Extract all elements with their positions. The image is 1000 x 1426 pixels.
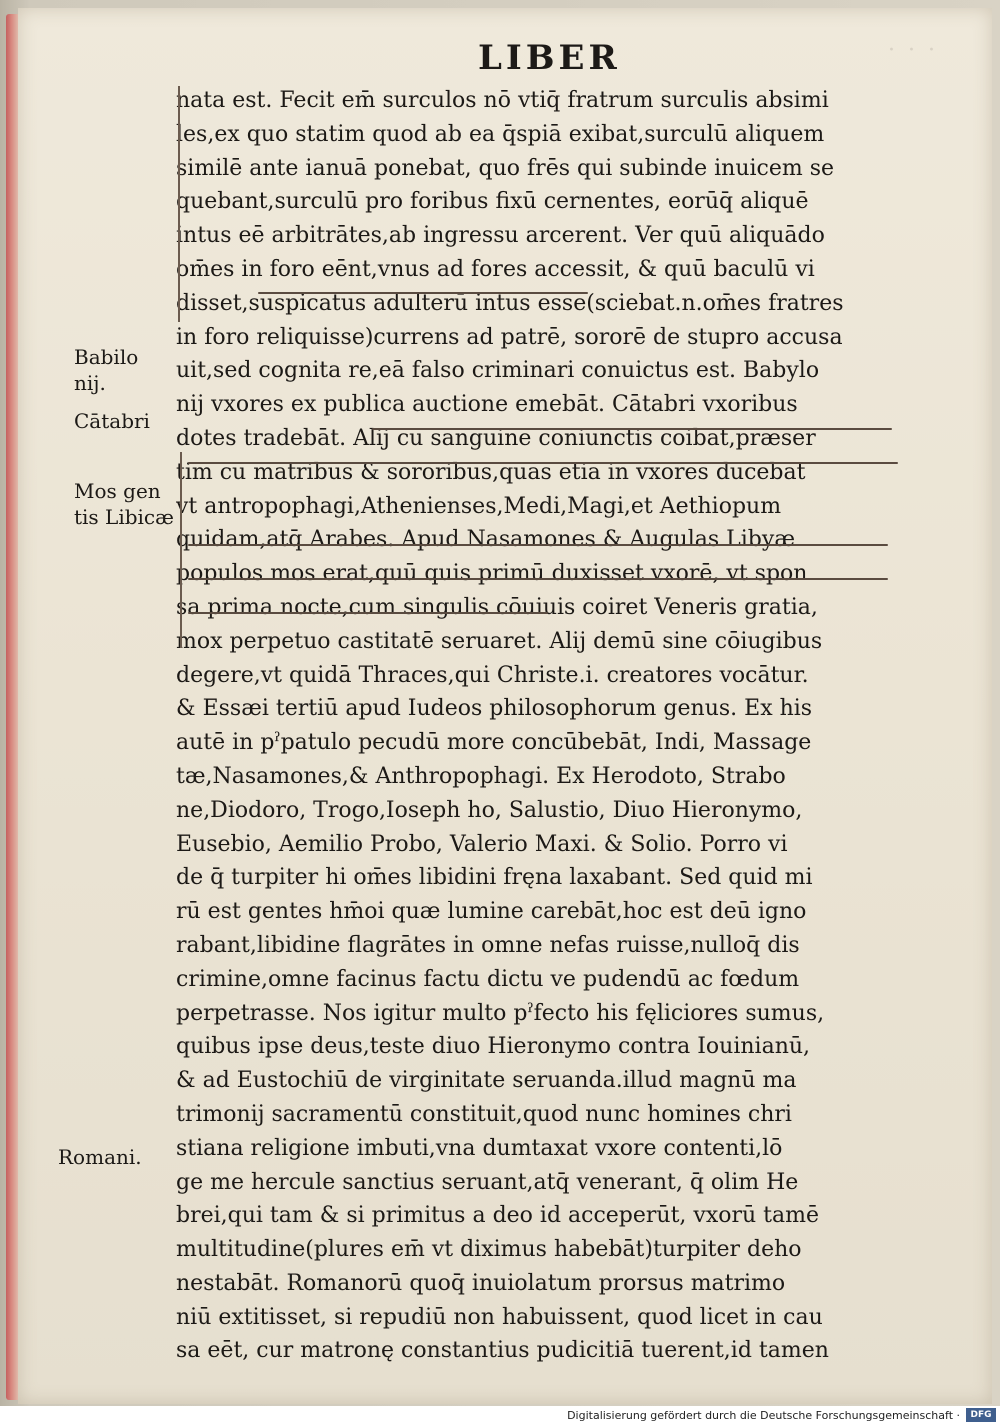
text-line: populos mos erat,quū quis primū duxisset vxorē, vt spon [176,561,808,587]
text-line: degere,vt quidā Thraces,qui Christe.i. creatores vocātur. [176,662,809,688]
margin-note-line: Babilo [74,345,139,369]
margin-note-line: nij. [74,371,106,395]
text-line: sa eēt, cur matronę constantius pudicitiā tuerent,id tamen [176,1338,829,1364]
text-line: trimonij sacramentū constituit,quod nunc homines chri [176,1101,792,1127]
margin-note-babyloni [74,344,138,396]
text-line: brei,qui tam & si primitus a deo id acceperūt, vxorū tamē [176,1203,820,1229]
handwritten-underline [372,428,892,430]
text-line: nata est. Fecit em̄ surculos nō vtiq̄ fratrum surculis absimi [176,88,829,113]
text-line: Eusebio, Aemilio Probo, Valerio Maxi. & Solio. Porro vi [176,831,788,857]
main-text-block [176,84,906,1368]
text-line: les,ex quo statim quod ab ea q̄spiā exibat,surculū aliquem [176,121,825,147]
text-line: tim cū matribus & sororibus,quas etiā in vxores ducebāt [176,459,806,485]
text-line: om̄es in foro eēnt,vnus ad fores accessit, & quū baculū vi [176,256,815,282]
text-line: niū extitisset, si repudiū non habuissent, quod licet in cau [176,1304,823,1330]
text-line: stiana religione imbuti,vna dumtaxat vxore contenti,lō [176,1135,783,1161]
margin-bracket [178,86,180,322]
text-line: de q̄ turpiter hi om̄es libidini fręna laxabant. Sed quid mi [176,865,813,891]
text-line: uit,sed cognita re,eā falso criminari conuictus est. Babylo [176,358,820,384]
handwritten-underline [188,462,898,464]
text-line: rū est gentes hm̄oi quæ lumine carebāt,hoc est deū igno [176,899,807,925]
text-line: in foro reliquisse)currens ad patrē, sororē de stupro accusa [176,324,843,350]
text-line: perpetrasse. Nos igitur multo pˀfecto his fęliciores sumus, [176,1000,825,1026]
text-line: tæ,Nasamones,& Anthropophagi. Ex Herodoto, Strabo [176,763,786,789]
margin-note-line: Romani. [58,1145,142,1169]
text-line: vt antropophagi,Athenienses,Medi,Magi,et Aethiopum [176,493,782,519]
text-line: rabant,libidine flagrātes in omne nefas ruisse,nulloq̄ dis [176,932,800,958]
text-line: quidam,atq̄ Arabes. Apud Nasamones & Augulas Libyæ [176,527,795,553]
text-line: quibus ipse deus,teste diuo Hieronymo contra Iouinianū, [176,1034,811,1060]
text-line: crimine,omne facinus factu dictu ve pudendū ac fœdum [176,966,800,992]
text-line: quebant,surculū pro foribus fixū cernentes, eorūq̄ aliquē [176,189,809,215]
dfg-logo-icon: DFG [966,1408,996,1422]
text-line: dotes tradebāt. Alij cū sanguine coniunctis coibāt,præser [176,425,816,451]
text-line: nestabāt. Romanorū quoq̄ inuiolatum prorsus matrimo [176,1270,786,1296]
margin-note-line: Mos gen [74,479,161,503]
digitization-credit: Digitalisierung gefördert durch die Deutsche Forschungsgemeinschaft · [567,1409,960,1422]
margin-note-mos-gentis [74,478,174,530]
text-line: multitudine(plures em̄ vt diximus habebāt)turpiter deho [176,1237,802,1263]
running-head: LIBER [478,38,621,78]
margin-note-catabri [74,408,150,434]
text-line: similē ante ianuā ponebat, quo frēs qui subinde inuicem se [176,155,835,181]
text-line: disset,suspicatus adulterū intus esse(sciebat.n.om̄es fratres [176,290,844,316]
text-line: & ad Eustochiū de virginitate seruanda.illud magnū ma [176,1068,797,1094]
margin-note-line: tis Libicæ [74,505,174,529]
handwritten-underline [258,292,588,294]
handwritten-underline [188,578,888,580]
text-line: ne,Diodoro, Trogo,Ioseph ho, Salustio, Diuo Hieronymo, [176,797,803,823]
text-line: & Essæi tertiū apud Iudeos philosophorum genus. Ex his [176,696,813,722]
handwritten-underline [188,612,548,614]
margin-bracket [180,452,182,648]
text-line: mox perpetuo castitatē seruaret. Alij demū sine cōiugibus [176,628,823,654]
text-line: autē in pˀpatulo pecudū more concūbebāt, Indi, Massage [176,730,812,756]
handwritten-underline [188,544,888,546]
margin-note-line: Cātabri [74,409,150,433]
text-line: sa prima nocte,cum singulis cōuiuis coiret Veneris gratia, [176,594,818,620]
margin-note-romani [58,1144,142,1170]
text-line: intus eē arbitrātes,ab ingressu arcerent. Ver quū aliquādo [176,223,825,249]
text-line: ge me hercule sanctius seruant,atq̄ venerant, q̄ olim He [176,1169,799,1195]
text-line: nij vxores ex publica auctione emebāt. Cātabri vxoribus [176,392,798,418]
show-through-text: · · · [888,38,938,63]
